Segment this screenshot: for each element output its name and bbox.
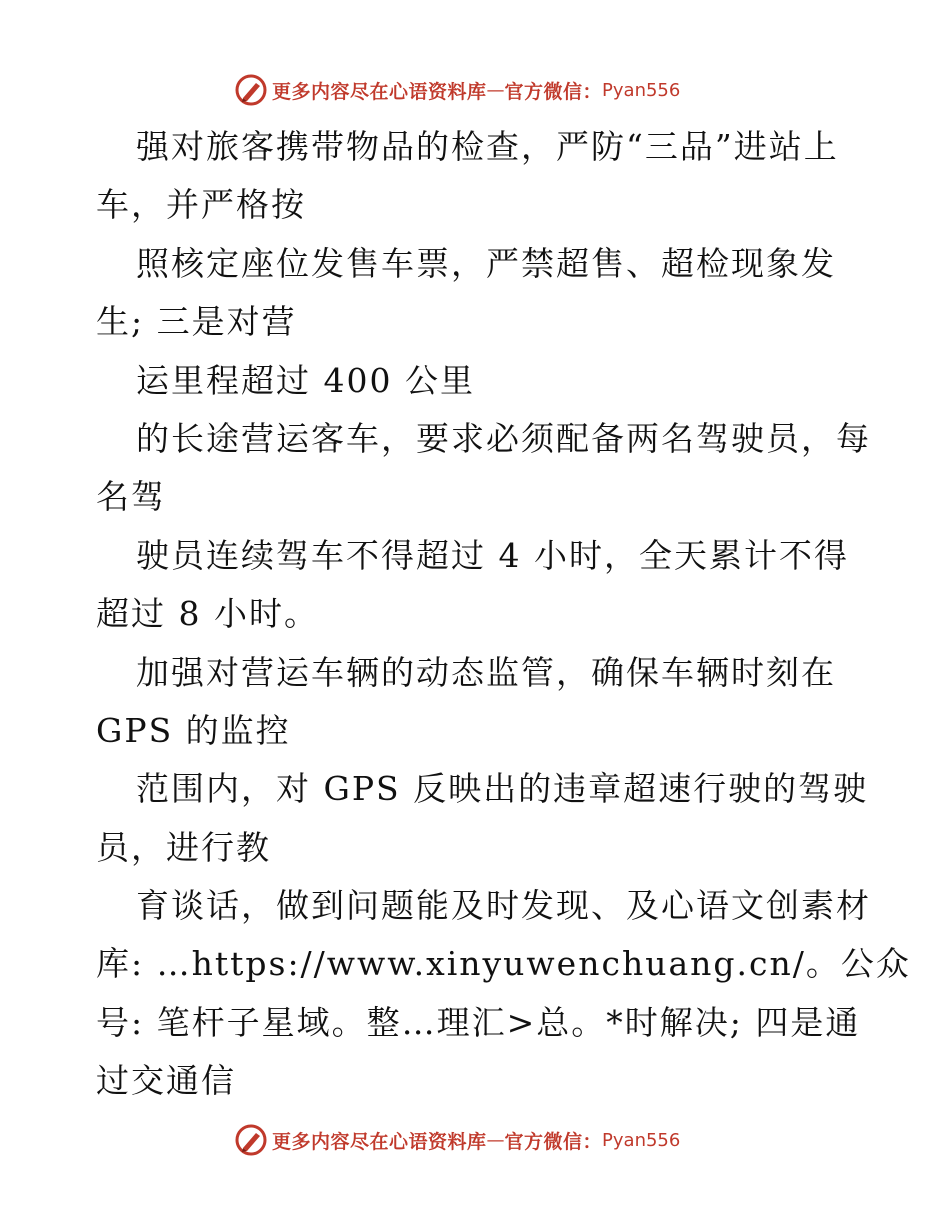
text-line: 车，并严格按 <box>96 185 306 225</box>
document-body <box>96 118 911 1111</box>
text-line: 育谈话，做到问题能及时发现、及心语文创素材 <box>136 886 871 926</box>
text-line: 生; 三是对营 <box>96 302 297 342</box>
text-line: 名驾 <box>96 477 166 517</box>
footer-watermark-banner <box>234 1122 680 1158</box>
banner-main-text: 更多内容尽在心语资料库 <box>272 1130 487 1153</box>
text-line: 超过 8 小时。 <box>96 594 319 634</box>
banner-dash: — <box>486 1129 505 1151</box>
banner-handle: Pyan556 <box>602 79 681 101</box>
banner-side-text: 官方微信： <box>504 80 603 103</box>
text-line: 加强对营运车辆的动态监管，确保车辆时刻在 <box>136 652 836 692</box>
pen-circle-logo-icon <box>234 1123 268 1157</box>
text-line: 驶员连续驾车不得超过 4 小时，全天累计不得 <box>136 535 849 575</box>
header-watermark-banner <box>234 72 680 108</box>
text-line: 范围内，对 GPS 反映出的违章超速行驶的驾驶 <box>136 769 869 809</box>
text-line: GPS 的监控 <box>96 710 291 750</box>
banner-side-text: 官方微信： <box>504 1130 603 1153</box>
banner-dash: — <box>486 79 505 101</box>
text-line: 库: …https://www.xinyuwenchuang.cn/。公众 <box>96 944 911 984</box>
text-line: 的长途营运客车，要求必须配备两名驾驶员，每 <box>136 418 871 458</box>
text-line: 员，进行教 <box>96 827 271 867</box>
text-line: 号: 笔杆子星域。整…理汇>总。*时解决; 四是通 <box>96 1002 861 1042</box>
banner-main-text: 更多内容尽在心语资料库 <box>272 80 487 103</box>
text-line: 运里程超过 400 公里 <box>136 360 475 400</box>
banner-handle: Pyan556 <box>602 1129 681 1151</box>
pen-circle-logo-icon <box>234 73 268 107</box>
text-line: 强对旅客携带物品的检查，严防“三品”进站上 <box>136 127 839 166</box>
text-line: 过交通信 <box>96 1061 236 1101</box>
text-line: 照核定座位发售车票，严禁超售、超检现象发 <box>136 243 836 283</box>
